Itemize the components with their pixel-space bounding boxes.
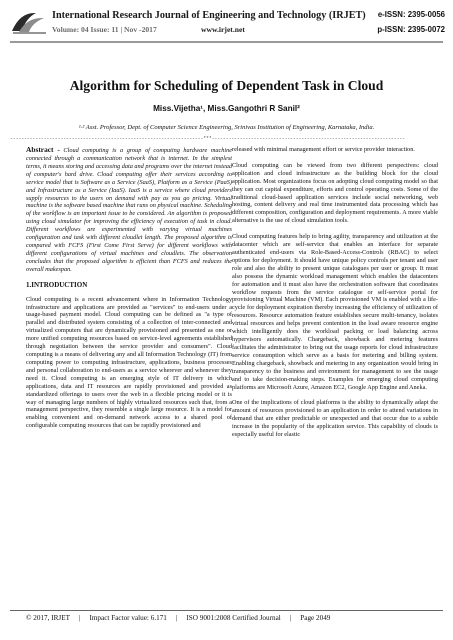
affiliation: ¹·² Asst. Professor, Dept. of Computer Science Engineering, Srinivas Institution of Engineering, Karnataka, India. [78,124,375,131]
abstract [26,146,232,274]
paragraph: Cloud computing features help to bring agility, transparency and utilization at the datacenter which are self-service that enables an interface for separate authenticated end-users via Role-Based-Access-Controls (RBAC) to select options for deployment. It should have unique policy controls per tenant and user role and also the ability to present unique catalogues per user or group. It must also possess the dynamic workload management which enables the datacenters for automation and it must also have the orchestration software that coordinates workflow requests from the service catalogue or self-service portal for provisioning Virtual Machine (VM). Each provisioned VM is enabled with a life-cycle for deployment expiration thereby increasing the efficiency of utilization of resources. Resource automation feature establishes secure multi-tenancy, isolates virtual resources and helps prevent contention in the load aware resource engine which intelligently does the workload packing or load balancing across hypervisors automatically. Chargeback, showback and metering features facilitates the administrator to bring out the usage reports for cloud infrastructure service consumption which serve as a basis for metering and billing system. Enabling chargeback, showback and metering in any organization would bring in transparency to the business and environment for management to see the usage and to take decision-making steps. Examples for emerging cloud computing platforms are Microsoft Azure, Amazon EC2, Google App Engine and Aneka. [232,233,438,391]
paragraph: One of the implications of cloud platforms is the ability to dynamically adapt the amount of resources provisioned to an application in order to attend variations in demand that are either predictable or unexpected and that occur due to a subtle increase in the popularity of the application service. This capability of clouds is especially useful for elastic [232,399,438,439]
section-divider: ---------------------------------------------------------------------***--------------------------------------------------------------------- [10,136,405,142]
journal-header [10,9,447,39]
journal-website-link[interactable]: www.irjet.net [201,25,245,34]
footer-impact-factor: Impact Factor value: 6.171 [89,614,167,622]
paper-title: Algorithm for Scheduling of Dependent Task in Cloud [69,78,384,93]
right-column [232,146,438,447]
eissn: e-ISSN: 2395-0056 [377,10,445,19]
page-footer: © 2017, IRJET | Impact Factor value: 6.171 | ISO 9001:2008 Certified Journal | Page 2049 [26,614,331,622]
journal-title: International Research Journal of Engineering and Technology (IRJET) [52,10,366,21]
abstract-text: Cloud computing is a group of computing hardware machine connected through a communication network that is internet. In the simplest terms, it means storing and accessing data and programs over the internet instead of computer's hard drive. Cloud computing offer their services according to service model that is Software as a Service (SaaS), Platform as a Service (PaaS) and Infrastructure as a Service (IaaS). IaaS is a service where cloud providers supply resources to the users on demand with pay as you go pricing. Virtual machine is the software based machine that runs on physical machine. Scheduling of the workflow is an important issue to be considered. An algorithm is proposed using cloud simulator for improving the efficiency of execution of task in cloud. Different workflows are experimented with varying virtual machines configuration and task with different cloudlet length. The proposed algorithm is compared with FCFS (First Come First Serve) for different workflows with different configurations of virtual machines and cloudlets. The observation concludes that the proposed algorithm is efficient than FCFS and reduces the overall makespan. [26,147,232,273]
paragraph: Cloud computing can be viewed from two different perspectives: cloud application and cloud infrastructure as the building block for the cloud application. Most organizations focus on adopting cloud computing model so that they can cut capital expenditure, efforts and control operating costs. Some of the traditional cloud-based application services include social networking, web hosting, content delivery and real time instrumented data processing which has different composition, configuration and deployment requirements. A more viable alternative is the use of cloud simulation tools. [232,161,438,225]
irjet-logo [10,9,48,39]
section-heading-introduction: 1.INTRODUCTION [26,280,88,289]
footer-copyright: © 2017, IRJET [26,614,70,622]
pissn: p-ISSN: 2395-0072 [377,25,445,34]
left-column [26,146,232,438]
intro-paragraph: Cloud computing is a recent advancement where in Information Technology infrastructure and applications are provided as "services" to end-users under a usage-based payment model. Cloud computing can be defined as "a type of parallel and distributed system consisting of a collection of inter-connected and virtualized computers that are dynamically provisioned and presented as one or more unified computing resources based on service-level agreements established through negotiation between the service provider and consumers". Cloud computing is a means of delivering any and all Information Technology (IT) from computing power to computing infrastructure, applications, business processes and personal collaboration to end-users as a service wherever and whenever they need it. Cloud computing is an emerging style of IT delivery in which applications, data and IT resources are rapidly provisioned and provided as standardized offerings to users over the web in a flexible pricing model or it is way of managing large numbers of highly virtualized resources such that, from a management perspective, they resemble a single large resource. It is a model for enabling convenient and on-demand network access to a shared pool of configurable computing resources that can be rapidly provisioned and [26,295,232,430]
authors: Miss.Vijetha¹, Miss.Gangothri R Sanil² [153,104,300,113]
footer-rule [10,610,443,611]
paragraph: released with minimal management effort or service provider interaction. [232,146,415,153]
footer-page-number: Page 2049 [300,614,331,622]
volume-issue: Volume: 04 Issue: 11 | Nov -2017 [52,25,157,34]
abstract-label: Abstract - [26,145,60,154]
header-rule [10,41,443,43]
footer-iso: ISO 9001:2008 Certified Journal [186,614,281,622]
